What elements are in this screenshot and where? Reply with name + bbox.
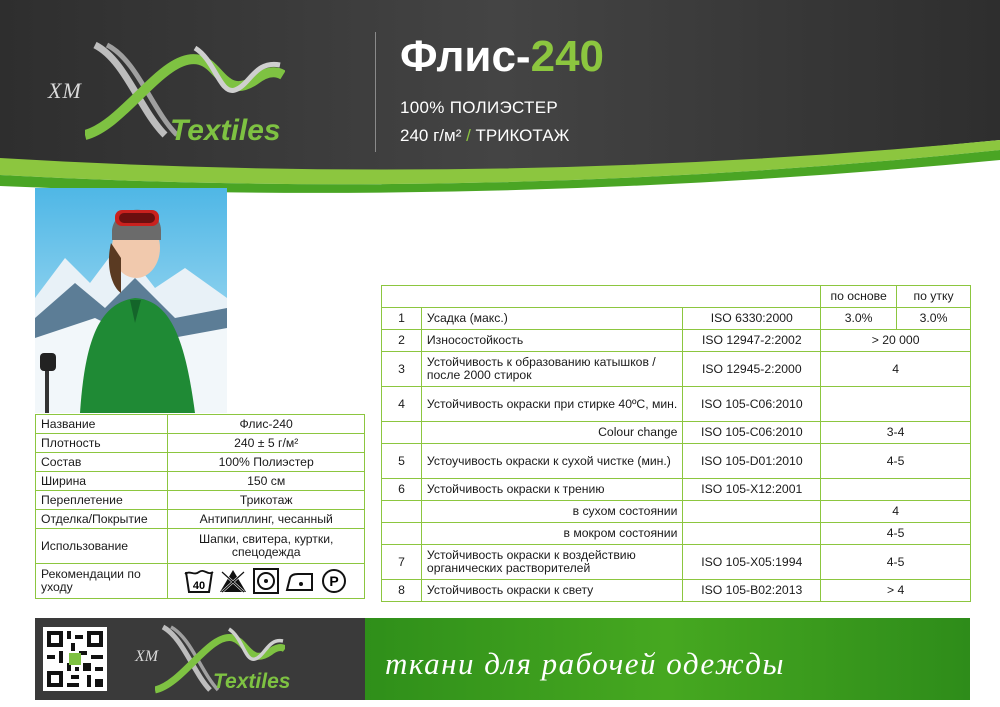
property-value: Флис-240 <box>168 415 365 434</box>
test-value: 4-5 <box>821 523 971 545</box>
test-standard: ISO 105-B02:2013 <box>683 580 821 602</box>
test-value: 4-5 <box>821 444 971 479</box>
table-row <box>382 479 971 501</box>
weft-value: 3.0% <box>897 308 971 330</box>
table-row <box>36 564 365 599</box>
test-value: 4 <box>821 501 971 523</box>
qr-code-icon[interactable] <box>43 627 107 691</box>
test-standard: ISO 12947-2:2002 <box>683 330 821 352</box>
test-standard: ISO 105-D01:2010 <box>683 444 821 479</box>
brand-logo <box>45 40 305 150</box>
row-number: 1 <box>382 308 422 330</box>
test-value <box>821 479 971 501</box>
product-photo <box>35 188 227 413</box>
test-name: Усадка (макс.) <box>421 308 682 330</box>
property-label: Рекомендации по уходу <box>36 564 168 599</box>
care-icons-cell <box>168 564 365 599</box>
property-value: 100% Полиэстер <box>168 453 365 472</box>
table-row <box>382 444 971 479</box>
footer-slogan-panel <box>365 618 970 700</box>
test-value: > 4 <box>821 580 971 602</box>
properties-table <box>35 414 365 599</box>
table-row <box>382 352 971 387</box>
footer-logo-xm: XM <box>135 648 159 665</box>
property-label: Отделка/Покрытие <box>36 510 168 529</box>
property-label: Название <box>36 415 168 434</box>
property-label: Ширина <box>36 472 168 491</box>
test-name: Устоучивость окраски к сухой чистке (мин.) <box>421 444 682 479</box>
table-row <box>36 510 365 529</box>
row-number <box>382 422 422 444</box>
product-title <box>400 32 604 82</box>
row-number: 4 <box>382 387 422 422</box>
test-value: 3-4 <box>821 422 971 444</box>
table-row <box>382 422 971 444</box>
composition-text: 100% ПОЛИЭСТЕР <box>400 98 559 117</box>
table-row <box>36 434 365 453</box>
test-results-table <box>381 285 971 602</box>
test-standard: ISO 12945-2:2000 <box>683 352 821 387</box>
row-number: 5 <box>382 444 422 479</box>
test-standard: ISO 6330:2000 <box>683 308 821 330</box>
test-name: Устойчивость окраски к воздействию органических растворителей <box>421 545 682 580</box>
row-number: 3 <box>382 352 422 387</box>
property-value: Шапки, свитера, куртки, спецодежда <box>168 529 365 564</box>
test-name: Износостойкость <box>421 330 682 352</box>
test-standard: ISO 105-X05:1994 <box>683 545 821 580</box>
property-value: 150 см <box>168 472 365 491</box>
row-number: 6 <box>382 479 422 501</box>
table-row <box>382 545 971 580</box>
table-row <box>382 580 971 602</box>
footer-banner <box>35 618 970 700</box>
weave-text: ТРИКОТАЖ <box>475 126 570 145</box>
table-row <box>382 308 971 330</box>
wash-temp-label: 40 <box>193 580 206 592</box>
header-banner <box>0 0 1000 215</box>
test-standard: ISO 105-X12:2001 <box>683 479 821 501</box>
model-photo-illustration <box>35 188 227 413</box>
row-number <box>382 523 422 545</box>
title-accent: 240 <box>530 32 605 81</box>
row-number: 2 <box>382 330 422 352</box>
test-name: в мокром состоянии <box>421 523 682 545</box>
table-row <box>382 501 971 523</box>
test-name: Устойчивость окраски к трению <box>421 479 682 501</box>
footer-logo-textiles: Textiles <box>213 670 291 693</box>
test-standard <box>683 523 821 545</box>
header-weft: по утку <box>897 286 971 308</box>
title-main: Флис- <box>400 32 531 81</box>
table-row <box>36 453 365 472</box>
tumble-dry-low-icon <box>252 568 280 594</box>
test-name: Устойчивость к образованию катышков /после 2000 стирок <box>421 352 682 387</box>
test-name: Устойчивость окраски к свету <box>421 580 682 602</box>
test-value: 4-5 <box>821 545 971 580</box>
table-row <box>36 529 365 564</box>
logo-xm-text: XM <box>48 78 82 103</box>
row-number: 8 <box>382 580 422 602</box>
logo-textiles-text: Textiles <box>170 114 281 147</box>
slash-separator: / <box>461 126 476 145</box>
header-empty-cell <box>382 286 821 308</box>
property-value: 240 ± 5 г/м² <box>168 434 365 453</box>
table-row <box>36 491 365 510</box>
density-text: 240 г/м² <box>400 126 462 145</box>
header-warp: по основе <box>821 286 897 308</box>
table-row <box>382 523 971 545</box>
dry-clean-p-icon <box>320 568 348 594</box>
care-icons <box>173 568 359 594</box>
density-weave-text <box>400 126 569 146</box>
header-divider <box>375 32 376 152</box>
property-label: Использование <box>36 529 168 564</box>
wash-40-icon <box>184 568 214 594</box>
test-name: Colour change <box>421 422 682 444</box>
table-row <box>36 472 365 491</box>
test-name: Устойчивость окраски при стирке 40ºС, мин. <box>421 387 682 422</box>
test-name: в сухом состоянии <box>421 501 682 523</box>
test-standard: ISO 105-C06:2010 <box>683 387 821 422</box>
row-number <box>382 501 422 523</box>
footer-brand-panel <box>35 618 365 700</box>
property-value: Трикотаж <box>168 491 365 510</box>
property-value: Антипиллинг, чесанный <box>168 510 365 529</box>
table-row <box>382 387 971 422</box>
footer-slogan: ткани для рабочей одежды <box>385 646 785 681</box>
no-bleach-icon <box>218 568 248 594</box>
test-value <box>821 387 971 422</box>
test-standard <box>683 501 821 523</box>
test-standard: ISO 105-C06:2010 <box>683 422 821 444</box>
table-header-row <box>382 286 971 308</box>
table-row <box>382 330 971 352</box>
table-row <box>36 415 365 434</box>
test-value: 4 <box>821 352 971 387</box>
property-label: Состав <box>36 453 168 472</box>
property-label: Переплетение <box>36 491 168 510</box>
svg-text:P: P <box>329 573 339 589</box>
warp-value: 3.0% <box>821 308 897 330</box>
property-label: Плотность <box>36 434 168 453</box>
iron-low-icon <box>284 568 316 594</box>
row-number: 7 <box>382 545 422 580</box>
test-value: > 20 000 <box>821 330 971 352</box>
